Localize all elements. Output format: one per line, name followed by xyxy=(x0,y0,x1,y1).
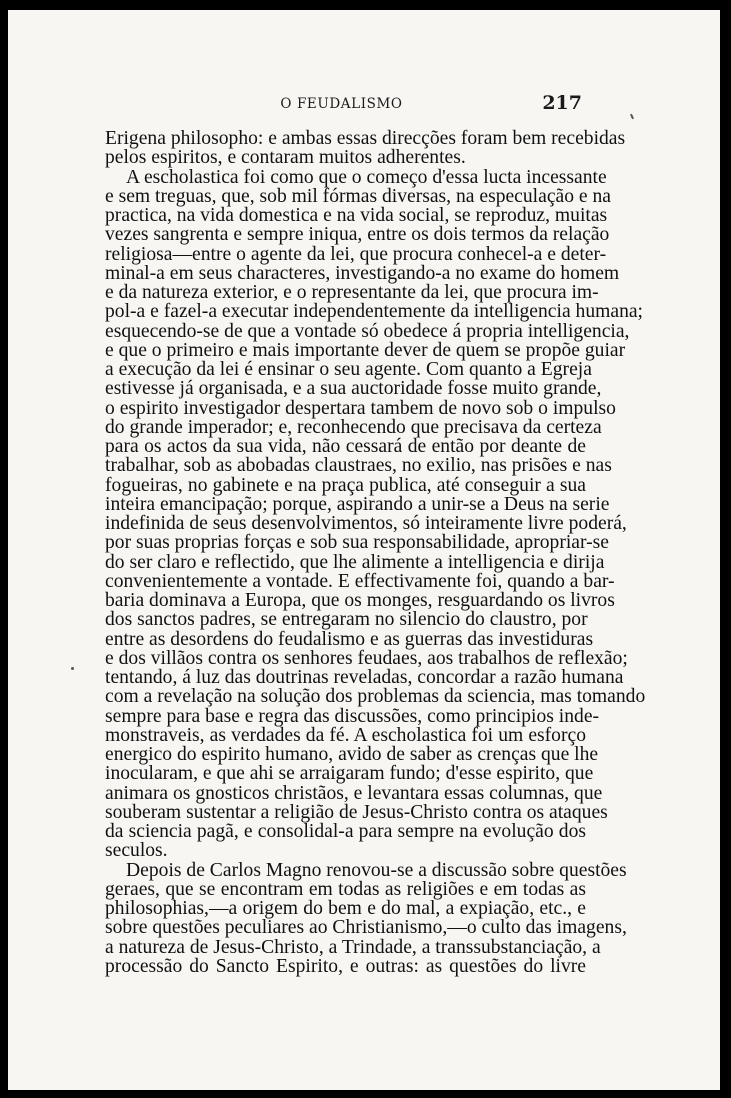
text-line: sobre questões peculiares ao Christianismo,—o culto das imagens, xyxy=(105,917,627,939)
text-line: sempre para base e regra das discussões, como principios inde- xyxy=(105,705,600,727)
text-line: processão do Sancto Espirito, e outras: as questões do livre xyxy=(105,955,586,977)
text-line: trabalhar, sob as abobadas claustraes, no exilio, nas prisões e nas xyxy=(105,455,612,477)
text-line: religiosa—entre o agente da lei, que procura conhecel-a e deter- xyxy=(105,243,607,265)
text-line: pol-a e fazel-a executar independentemente da intelligencia humana; xyxy=(105,301,644,323)
text-line: com a revelação na solução dos problemas da sciencia, mas tomando xyxy=(105,686,646,708)
text-line: a execução da lei é ensinar o seu agente. Com quanto a Egreja xyxy=(105,359,592,380)
text-line: por suas proprias forças e sob sua responsabilidade, apropriar-se xyxy=(105,532,609,554)
text-line: animara os gnosticos christãos, e levantara essas columnas, que xyxy=(105,782,603,804)
text-line: pelos espiritos, e contaram muitos adherentes. xyxy=(105,147,466,169)
text-line: souberam sustentar a religião de Jesus-Christo contra os ataques xyxy=(105,801,608,823)
text-line: esquecendo-se de que a vontade só obedece á propria intelligencia, xyxy=(105,320,630,342)
text-line: e dos villãos contra os senhores feudaes, aos trabalhos de reflexão; xyxy=(105,647,628,669)
text-line: do ser claro e reflectido, que lhe alimente a intelligencia e dirija xyxy=(105,551,605,573)
text-line: baria dominava a Europa, que os monges, resguardando os livros xyxy=(105,590,615,611)
text-line: vezes sangrenta e sempre iniqua, entre os dois termos da relação xyxy=(105,224,610,246)
text-line: inocularam, e que ahi se arraigaram fundo; d'esse espirito, que xyxy=(105,763,594,785)
text-line: o espirito investigador despertara tambem de novo sob o impulso xyxy=(105,397,616,419)
text-line: geraes, que se encontram em todas as religiões e em todas as xyxy=(105,878,586,900)
text-line: energico do espirito humano, avido de saber as crenças que lhe xyxy=(105,744,599,765)
running-title: O FEUDALISMO xyxy=(280,96,403,112)
text-line: estivesse já organisada, e a sua auctoridade fosse muito grande, xyxy=(105,378,602,400)
book-page xyxy=(8,10,720,1090)
text-line: e sem treguas, que, sob mil fórmas diversas, na especulação e na xyxy=(105,185,611,207)
text-line: A escholastica foi como que o começo d'essa lucta incessante xyxy=(126,166,607,188)
text-line: da sciencia pagã, e consolidal-a para sempre na evolução dos xyxy=(105,821,586,842)
text-line: practica, na vida domestica e na vida social, se reproduz, muitas xyxy=(105,205,608,226)
page-header xyxy=(101,92,582,116)
text-line: minal-a em seus characteres, investigando-a no exame do homem xyxy=(105,262,620,284)
text-line: Depois de Carlos Magno renovou-se a discussão sobre questões xyxy=(126,859,627,881)
page-speck xyxy=(630,114,634,119)
text-line: philosophias,—a origem do bem e do mal, a expiação, etc., e xyxy=(105,898,586,919)
page-speck xyxy=(71,667,74,670)
text-line: para os actos da sua vida, não cessará de então por deante de xyxy=(105,436,586,457)
text-line: tentando, á luz das doutrinas reveladas, concordar a razão humana xyxy=(105,667,624,688)
text-line: Erigena philosopho: e ambas essas direcções foram bem recebidas xyxy=(105,128,626,149)
text-line: convenientemente a vontade. E effectivamente foi, quando a bar- xyxy=(105,570,615,592)
text-line: inteira emancipação; porque, aspirando a unir-se a Deus na serie xyxy=(105,493,610,515)
text-line: monstraveis, as verdades da fé. A escholastica foi um esforço xyxy=(105,724,586,746)
text-line: e que o primeiro e mais importante dever de quem se propõe guiar xyxy=(105,339,626,361)
text-line: do grande imperador; e, reconhecendo que precisava da certeza xyxy=(105,416,602,438)
text-line: seculos. xyxy=(105,840,168,862)
text-line: entre as desordens do feudalismo e as guerras das investiduras xyxy=(105,628,594,650)
text-line: e da natureza exterior, e o representante da lei, que procura im- xyxy=(105,282,599,303)
text-line: a natureza de Jesus-Christo, a Trindade, a transsubstanciação, a xyxy=(105,936,601,958)
text-line: indefinida de seus desenvolvimentos, só inteiramente livre poderá, xyxy=(105,513,627,534)
text-line: fogueiras, no gabinete e na praça publica, até conseguir a sua xyxy=(105,474,586,496)
page-number: 217 xyxy=(542,92,582,114)
text-line: dos sanctos padres, se entregaram no silencio do claustro, por xyxy=(105,609,588,631)
body-text xyxy=(105,128,646,977)
